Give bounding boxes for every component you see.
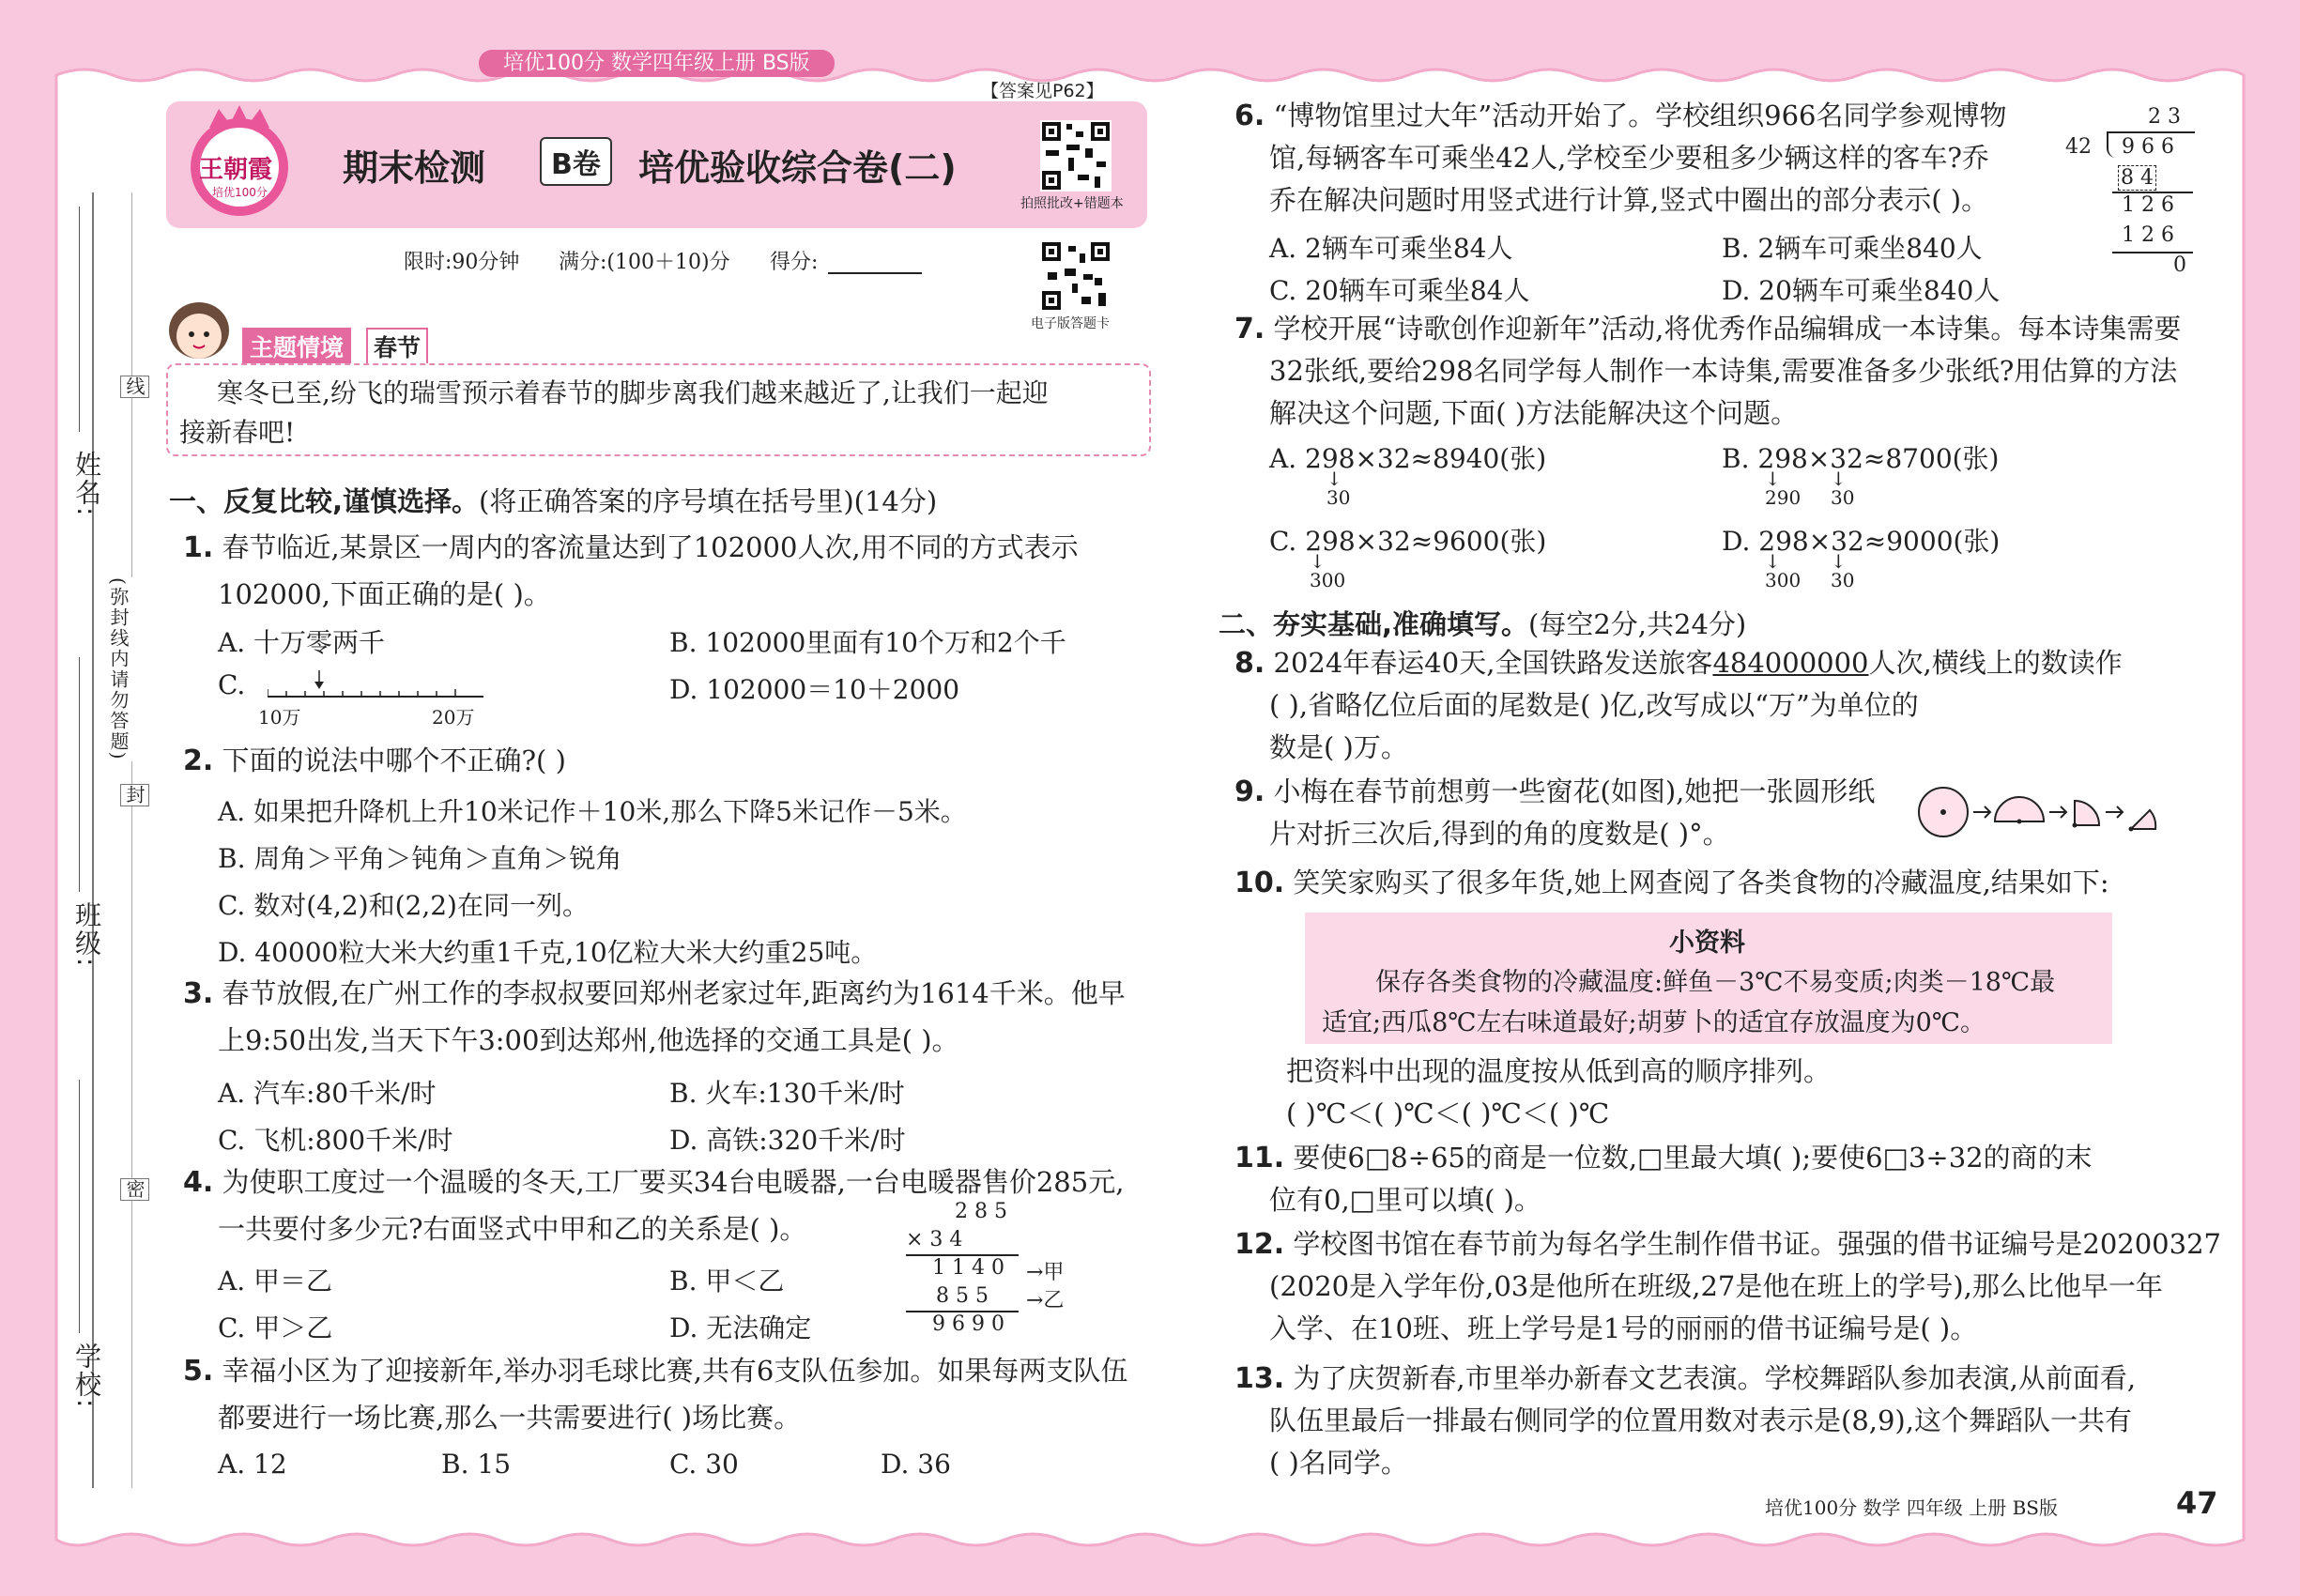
q5-line1: 5. 幸福小区为了迎接新年,举办羽毛球比赛,共有6支队伍参加。如果每两支队伍 [183,1355,1128,1388]
volume-badge: B卷 [540,137,612,186]
footer-text: 培优100分 数学 四年级 上册 BS版 [1765,1496,2059,1519]
q6-quotient: 2 3 [2148,105,2181,129]
info-box [1305,913,2112,1044]
q8-line1: 8. 2024年春运40天,全国铁路发送旅客484000000人次,横线上的数读作 [1234,647,2123,680]
q1-line2: 102000,下面正确的是( )。 [218,578,551,610]
q2-option-c[interactable]: C. 数对(4,2)和(2,2)在同一列。 [218,890,589,921]
q7-line3: 解决这个问题,下面( )方法能解决这个问题。 [1269,397,1799,429]
q7-option-b[interactable]: B. 298×32≈8700(张) [1722,443,2000,474]
q6-step3: 1 2 6 [2122,223,2174,247]
q7-c-approx: ↓ 300 [1310,550,1346,591]
score-blank[interactable] [828,272,922,274]
q3-option-c[interactable]: C. 飞机:800千米/时 [218,1125,453,1156]
exam-title: 期末检测 [343,147,486,189]
q3-option-d[interactable]: D. 高铁:320千米/时 [669,1125,906,1156]
qr-code-1[interactable] [1040,120,1112,192]
q3-line1: 3. 春节放假,在广州工作的李叔叔要回郑州老家过年,距离约为1614千米。他早 [183,977,1126,1010]
q11-line2: 位有0,□里可以填( )。 [1269,1184,1541,1216]
q5-option-b[interactable]: B. 15 [441,1449,512,1480]
theme-tag [242,328,437,365]
q4-calc-r2: × 3 4 [906,1228,963,1251]
q6-option-b[interactable]: B. 2辆车可乘坐840人 [1722,233,1983,264]
q6-step2: 1 2 6 [2122,193,2174,217]
q12-line1: 12. 学校图书馆在春节前为每名学生制作借书证。强强的借书证编号是20200327 [1234,1228,2221,1261]
brand-name: 王朝霞 [199,156,273,184]
q7-line1: 7. 学校开展“诗歌创作迎新年”活动,将优秀作品编辑成一本诗集。每本诗集需要 [1234,313,2182,345]
class-underline [79,657,80,892]
q7-b-approx-2: ↓ 30 [1831,468,1855,509]
q8-line3: 数是( )万。 [1269,731,1408,763]
q4-calc-r3: 1 1 4 0 [932,1256,1004,1280]
brand-small: 培优100分 [212,186,268,199]
q7-b-approx-1: ↓ 290 [1765,468,1802,509]
line-mark: 线 [120,376,149,398]
qr-code-2[interactable] [1040,240,1112,312]
q10-line1: 10. 笑笑家购买了很多年货,她上网查阅了各类食物的冷藏温度,结果如下: [1234,867,2109,899]
name-label: 姓名: [71,451,102,518]
q6-circled-part: 8 4 [2118,165,2156,191]
q5-option-d[interactable]: D. 36 [881,1449,951,1480]
q9-line1: 9. 小梅在春节前想剪一些窗花(如图),她把一张圆形纸 [1234,775,1876,808]
q7-option-c[interactable]: C. 298×32≈9600(张) [1269,526,1547,557]
seal-warning: (弥封线内请勿答题) [105,577,132,761]
q13-line1: 13. 为了庆贺新春,市里举办新春文艺表演。学校舞蹈队参加表演,从前面看, [1234,1362,2137,1395]
q2-option-d[interactable]: D. 40000粒大米大约重1千克,10亿粒大米大约重25吨。 [218,937,878,968]
q5-option-a[interactable]: A. 12 [218,1449,287,1480]
answer-ref: 【答案见P62】 [981,81,1104,101]
q4-option-c[interactable]: C. 甲＞乙 [218,1312,333,1343]
q6-line3: 乔在解决问题时用竖式进行计算,竖式中圈出的部分表示( )。 [1269,184,1989,216]
page-number: 47 [2176,1485,2218,1521]
q4-line1: 4. 为使职工度过一个温暖的冬天,工厂要买34台电暖器,一台电暖器售价285元, [183,1166,1125,1199]
q10-line3: ( )℃＜( )℃＜( )℃＜( )℃ [1286,1097,1610,1129]
q9-line2: 片对折三次后,得到的角的度数是( )°。 [1269,818,1730,850]
q8-line2: ( ),省略亿位后面的尾数是( )亿,改写成以“万”为单位的 [1269,689,1919,721]
q6-dividend: 9 6 6 [2122,135,2174,159]
q2-option-b[interactable]: B. 周角＞平角＞钝角＞直角＞锐角 [218,843,622,874]
info-box-line1: 保存各类食物的冷藏温度:鲜鱼－3℃不易变质;肉类－18℃最 [1375,968,2056,997]
binding-line [92,192,94,1488]
theme-topic: 春节 [366,328,428,365]
q9-folding-diagram [1915,784,2206,840]
q4-calc-r4: 8 5 5 [936,1284,989,1308]
q2-line1: 2. 下面的说法中哪个不正确?( ) [183,744,566,777]
theme-text-1: 寒冬已至,纷飞的瑞雪预示着春节的脚步离我们越来越近了,让我们一起迎 [217,377,1049,408]
q12-line3: 入学、在10班、班上学号是1号的丽丽的借书证编号是( )。 [1269,1312,1978,1344]
q1-line-left: 10万 [258,706,301,729]
secret-mark: 密 [120,1178,149,1201]
top-badge: 培优100分 数学四年级上册 BS版 [479,47,835,76]
name-underline [79,207,80,432]
full-score: 满分:(100＋10)分 [559,251,730,274]
q5-line2: 都要进行一场比赛,那么一共需要进行( )场比赛。 [218,1402,802,1434]
q3-option-b[interactable]: B. 火车:130千米/时 [669,1078,905,1109]
q12-line2: (2020是入学年份,03是他所在班级,27是他在班上的学号),那么比他早一年 [1269,1270,2163,1302]
school-underline [79,1080,80,1333]
q4-calc-jia: →甲 [1026,1261,1065,1284]
theme-label: 主题情境 [242,328,351,365]
score-label: 得分: [770,251,819,274]
q1-line1: 1. 春节临近,某景区一周内的客流量达到了102000人次,用不同的方式表示 [183,531,1079,564]
q3-option-a[interactable]: A. 汽车:80千米/时 [218,1078,437,1109]
q7-option-d[interactable]: D. 298×32≈9000(张) [1722,526,2001,557]
q13-line2: 队伍里最后一排最右侧同学的位置用数对表示是(8,9),这个舞蹈队一共有 [1269,1404,2132,1436]
q4-option-b[interactable]: B. 甲＜乙 [669,1266,785,1297]
seal-mark: 封 [120,784,149,806]
q6-divisor: 42 [2065,135,2092,159]
q4-calc-r5: 9 6 9 0 [932,1312,1004,1336]
q6-option-a[interactable]: A. 2辆车可乘坐84人 [1269,233,1513,264]
q4-option-a[interactable]: A. 甲＝乙 [218,1266,333,1297]
q6-remainder: 0 [2173,253,2186,277]
q7-d-approx-1: ↓ 300 [1765,550,1802,591]
q4-calc-yi: →乙 [1026,1289,1065,1312]
q11-line1: 11. 要使6□8÷65的商是一位数,□里最大填( );要使6□3÷32的商的末 [1234,1142,2093,1174]
q2-option-a[interactable]: A. 如果把升降机上升10米记作＋10米,那么下降5米记作－5米。 [218,796,967,827]
q7-a-approx: ↓ 30 [1326,468,1351,509]
q6-option-c[interactable]: C. 20辆车可乘坐84人 [1269,275,1530,306]
q4-option-d[interactable]: D. 无法确定 [669,1312,812,1343]
q1-line-right: 20万 [432,706,475,729]
q7-line2: 32张纸,要给298名同学每人制作一本诗集,需要准备多少张纸?用估算的方法 [1269,355,2178,387]
theme-box [166,363,1151,456]
q6-line1: 6. “博物馆里过大年”活动开始了。学校组织966名同学参观博物 [1234,100,2007,132]
q6-line2: 馆,每辆客车可乘坐42人,学校至少要租多少辆这样的客车?乔 [1269,142,1989,174]
q6-long-division [2065,105,2197,284]
q6-option-d[interactable]: D. 20辆车可乘坐840人 [1722,275,2001,306]
info-box-line2: 适宜;西瓜8℃左右味道最好;胡萝卜的适宜存放温度为0℃。 [1322,1008,1986,1037]
q1-option-c[interactable]: C. [218,669,246,700]
q3-line2: 上9:50出发,当天下午3:00到达郑州,他选择的交通工具是( )。 [218,1024,959,1056]
theme-text-2: 接新春吧! [179,417,296,448]
class-label: 班级: [71,901,102,969]
exam-subtitle: 培优验收综合卷(二) [638,147,957,189]
q1-option-d[interactable]: D. 102000＝10＋2000 [669,674,960,705]
school-label: 学校: [71,1343,102,1410]
section-2-heading: 二、夯实基础,准确填写。(每空2分,共24分) [1219,608,1747,640]
qr-caption-2: 电子版答题卡 [1031,316,1110,331]
q13-line3: ( )名同学。 [1269,1447,1408,1479]
q1-option-b[interactable]: B. 102000里面有10个万和2个千 [669,627,1066,658]
q4-line2: 一共要付多少元?右面竖式中甲和乙的关系是( )。 [218,1213,807,1245]
section-1-heading: 一、反复比较,谨慎选择。(将正确答案的序号填在括号里)(14分) [169,485,938,517]
q10-line2: 把资料中出现的温度按从低到高的顺序排列。 [1286,1055,1832,1087]
q4-calc-r1: 2 8 5 [955,1200,1007,1223]
q7-d-approx-2: ↓ 30 [1831,550,1855,591]
info-box-title: 小资料 [1669,928,1745,958]
time-limit: 限时:90分钟 [404,251,520,274]
q7-option-a[interactable]: A. 298×32≈8940(张) [1269,443,1547,474]
q1-number-line [258,668,493,729]
qr-caption-1: 拍照批改+错题本 [1020,196,1124,211]
q1-option-a[interactable]: A. 十万零两千 [218,627,386,658]
q4-vertical-calc [906,1200,1094,1341]
q5-option-c[interactable]: C. 30 [669,1449,739,1480]
